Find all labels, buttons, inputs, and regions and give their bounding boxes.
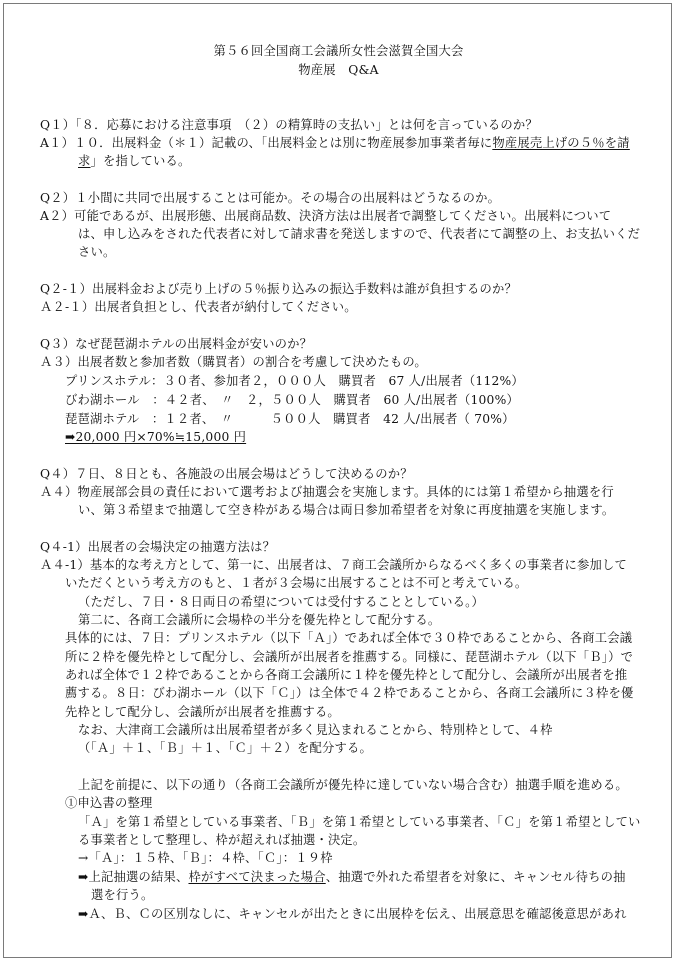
q4-1-answer-line: あれば全体で１２枠であることから各商工会議所に１枠を優先枠として配分し、会議所が出展者を推 [65, 668, 628, 682]
q4-1-answer-line: 所に２枠を優先枠として配分し、会議所が出展者を推薦する。同様に、琵琶湖ホテル（以下「Ｂ」）で [65, 650, 634, 664]
q4-1-answer-line: いただくという考え方のもと、１者が３会場に出展することは不可と考えている。 [65, 576, 528, 590]
q4-1-answer-line: Ａ４-1）基本的な考え方として、第一に、出展者は、７商工会議所からなるべく多くの事業者に参加して [40, 558, 627, 572]
q2-1-answer: Ａ２-１）出展者負担とし、代表者が納付してください。 [40, 300, 357, 314]
q4-1-answer-line: 先枠として配分し、会議所が出展者を推薦する。 [65, 705, 340, 719]
q4-1-answer-line: ➡Ａ、Ｂ、Ｃの区別なしに、キャンセルが出たときに出展枠を伝え、出展意思を確認後意思があれ [78, 907, 627, 921]
q1-answer-text: A１）１０．出展料金（＊１）記載の、「出展料金とは別に物産展参加事業者毎に [40, 136, 493, 150]
q3-answer: Ａ３）出展者数と参加者数（購買者）の割合を考慮して決めたもの。 [40, 355, 427, 369]
q3-question: Q３）なぜ琵琶湖ホテルの出展料金が安いのか？ [40, 337, 313, 351]
q4-answer-line1: Ａ４）物産展部会員の責任において選考および抽選会を実施します。具体的には第１希望から抽選を行 [40, 485, 614, 499]
q3-row-prince-hotel: プリンスホテル：３０者、参加者２，０００人 購買者 67 人/出展者（112%） [65, 374, 524, 388]
q4-1-answer-line: る事業者として整理し、枠が超えれば抽選・決定。 [78, 833, 366, 847]
q4-1-answer-line: 薦する。８日：びわ湖ホール（以下「Ｃ」）は全体で４２枠であることから、各商工会議所に３枠を優 [65, 686, 634, 700]
q3-row-biwako-hall: びわ湖ホール ：４２者、 〃 ２，５００人 購買者 60 人/出展者（100%） [65, 393, 519, 407]
q4-1-text: ➡上記抽選の結果、 [78, 870, 189, 884]
q4-1-answer-line: 具体的には、７日：プリンスホテル（以下「Ａ」）であれば全体で３０枠であることから、各商工会議 [65, 631, 633, 645]
q4-1-answer-line: 第二に、各商工会議所に会場枠の半分を優先枠として配分する。 [78, 613, 441, 627]
q4-1-answer-line: 選を行う。 [91, 888, 154, 902]
q4-1-underlined: 枠がすべて決まった場合 [188, 870, 326, 884]
q4-1-answer-line: →「Ａ」：１５枠、「Ｂ」：４枠、「Ｃ」：１９枠 [78, 851, 333, 865]
q4-1-text: 、抽選で外れた希望者を対象に、キャンセル待ちの抽 [325, 870, 626, 884]
q2-question: Q２）１小間に共同で出展することは可能か。その場合の出展料はどうなるのか。 [40, 191, 501, 205]
q2-answer-line2: は、申し込みをされた代表者に対して請求書を発送しますので、代表者にて調整の上、お支払いくだ [78, 227, 641, 241]
q4-1-question: Q４-1）出展者の会場決定の抽選方法は？ [40, 540, 276, 554]
q2-answer-line3: さい。 [78, 245, 116, 259]
q1-answer-line1 [40, 135, 630, 151]
q1-answer-underlined-end: 求 [78, 154, 91, 168]
q4-1-section-heading: ①申込書の整理 [65, 796, 153, 810]
q4-question: Q４）７日、８日とも、各施設の出展会場はどうして決めるのか？ [40, 467, 413, 481]
q1-answer-underlined: 物産展売上げの５％を請 [492, 136, 630, 150]
q4-1-answer-line: （「Ａ」＋１、「Ｂ」＋１、「Ｃ」＋２）を配分する。 [78, 741, 372, 755]
q4-answer-line2: い、第３希望まで抽選して空き枠がある場合は両日参加希望者を対象に再度抽選を実施します。 [78, 503, 615, 517]
document-title: 第５６回全国商工会議所女性会滋賀全国大会 [213, 44, 464, 58]
q2-answer-line1: A２）可能であるが、出展形態、出展商品数、決済方法は出展者で調整してください。出展料について [40, 209, 612, 223]
q4-1-answer-line: なお、大津商工会議所は出展希望者が多く見込まれることから、特別枠として、４枠 [78, 723, 553, 737]
q4-1-answer-line: （ただし、７日・８日両日の希望については受付することとしている。） [78, 595, 485, 609]
q4-1-answer-line [78, 869, 626, 885]
q1-answer-line2 [78, 153, 190, 169]
q4-1-answer-line: 「Ａ」を第１希望としている事業者、「Ｂ」を第１希望としている事業者、「Ｃ」を第１希望としてい [78, 815, 641, 829]
q4-1-answer-line: 上記を前提に、以下の通り（各商工会議所が優先枠に達していない場合含む）抽選手順を進める。 [78, 778, 628, 792]
q1-answer-text-end: 」を指している。 [90, 154, 191, 168]
q1-question: Q１）「８．応募における注意事項 （２）の精算時の支払い」とは何を言っているのか？ [40, 118, 538, 132]
q3-row-biwako-hotel: 琵琶湖ホテル ：１２者、 〃 ５００人 購買者 42 人/出展者（ 70%） [65, 412, 515, 426]
document-subtitle: 物産展 Q&A [298, 63, 379, 77]
q2-1-question: Q２-１）出展料金および売り上げの５％振り込みの振込手数料は誰が負担するのか？ [40, 282, 518, 296]
q3-calculation: ➡20,000 円×70%≒15,000 円 [65, 430, 247, 444]
